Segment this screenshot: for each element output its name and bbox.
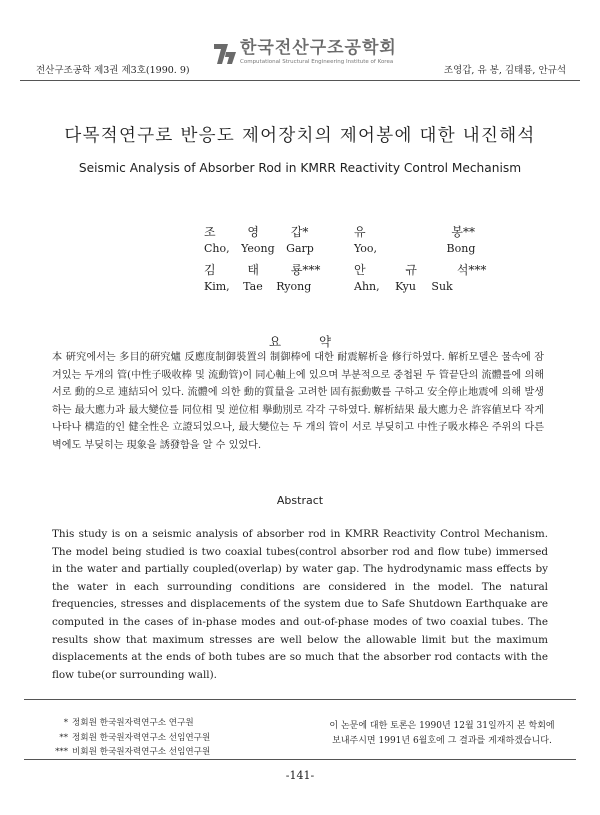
korean-abstract-body: 本 硏究에서는 多目的硏究爐 反應度制御裝置의 制御棒에 대한 耐震解析을 修行하였다. 解析모델은 물속에 잠겨있는 두개의 管(中性子吸收棒 및 流動管)이 同心軸上에 있으며 부분적으로 중첩된 두 管끝단의 流體를에 의해 서로 動的으로 連結되어 있다. 流體에 의한 動的質量을 고려한 固有振動數를 구하고 安全停止地震에 의해 발생하는 最大應力과 最大變位를 同位相 및 逆位相 擧動別로 각각 구하였다. 解析結果 最大應力은 許容値보다 작게 나타나 構造的인 健全性은 立證되었으나, 最大變位는 두 개의 管이 서로 부딪히고 中性子吸水棒은 주위의 다른 벽에도 부딪히는 現象을 誘發함을 알 수 있었다. <box>52 352 544 451</box>
header-rule <box>20 80 580 81</box>
author-1-english: Cho, Yeong Garp <box>204 242 314 255</box>
author-1-korean: 조 영 갑* <box>204 225 309 239</box>
author-2-korean: 유 봉** <box>354 225 475 239</box>
society-name: 한국전산구조공학회 <box>240 38 397 58</box>
society-logo <box>212 38 397 68</box>
society-emblem-icon <box>212 38 238 68</box>
footnote-mark: *** <box>55 747 68 757</box>
abstract-heading: Abstract <box>276 494 324 507</box>
footnote-item <box>36 731 210 746</box>
author-3-korean: 김 태 룡*** <box>204 263 321 277</box>
notice-line-1: 이 논문에 대한 토론은 1990년 12월 31일까지 본 학회에 <box>329 721 555 731</box>
title-english: Seismic Analysis of Absorber Rod in KMRR Reactivity Control Mechanism <box>78 161 522 175</box>
footnote-mark: ** <box>59 732 68 743</box>
author-1 <box>204 223 314 255</box>
author-4-english: Ahn, Kyu Suk <box>354 280 453 293</box>
footnote-text: 정회원 한국원자력연구소 선임연구원 <box>72 732 211 743</box>
notice-line-2: 보내주시면 1991년 6월호에 그 결과를 게재하겠습니다. <box>332 735 552 746</box>
footnote-item <box>36 716 210 731</box>
footnote-text: 정회원 한국원자력연구소 연구원 <box>72 718 194 728</box>
discussion-notice <box>307 719 577 748</box>
korean-abstract-heading: 요 약 <box>268 334 332 349</box>
abstract-body: This study is on a seismic analysis of absorber rod in KMRR Reactivity Control Mechanism. The model being studied is two coaxial tubes(control absorber rod and flow tube) immersed in the water and partially coupled(overlap) by water gap. The hydrodynamic mass effects by the water in each surrounding conditions are considered in the model. The natural frequencies, stresses and displacements of the system due to Safe Shutdown Earthquake are computed in the cases of in-phase modes and out-of-phase modes of two coaxial tubes. The results show that maximum stresses are well below the allowable limit but the maximum displacements at the ends of both tubes are so much that the absorber rod contacts with the flow tube(or surrounding wall). <box>52 528 548 681</box>
page-number: -141- <box>285 769 315 782</box>
journal-citation: 전산구조공학 제3권 제3호(1990. 9) <box>36 65 190 76</box>
footnote-text: 비회원 한국원자력연구소 선임연구원 <box>72 747 211 757</box>
title-korean: 다목적연구로 반응도 제어장치의 제어봉에 대한 내진해석 <box>64 126 536 146</box>
author-3 <box>204 261 320 293</box>
author-4-korean: 안 규 석*** <box>354 263 487 277</box>
author-2 <box>354 223 475 255</box>
author-3-english: Kim, Tae Ryong <box>204 280 312 293</box>
footnote-item <box>36 745 210 760</box>
author-4 <box>354 261 486 293</box>
society-name-english: Computational Structural Engineering Institute of Korea <box>240 59 394 65</box>
footnotes <box>36 716 210 760</box>
authors-short: 조영갑, 유 봉, 김태룡, 안규석 <box>443 65 566 76</box>
footnote-rule-top <box>24 699 576 700</box>
author-2-english: Yoo, Bong <box>354 242 476 255</box>
footnote-mark: * <box>63 718 68 728</box>
